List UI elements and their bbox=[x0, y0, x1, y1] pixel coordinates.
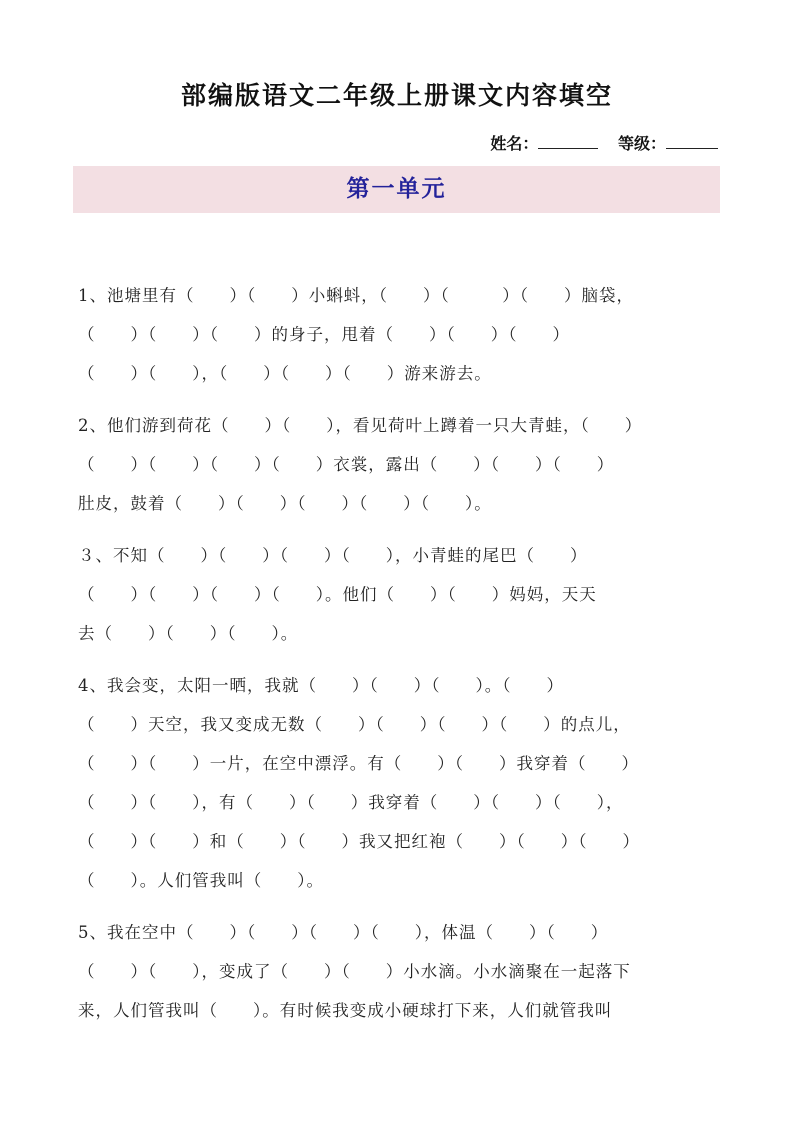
question-line: （ ）（ ），（ ）（ ）（ ）游来游去。 bbox=[78, 364, 492, 383]
question-line: （ ）（ ）（ ）（ ）。他们（ ）（ ）妈妈，天天 bbox=[78, 585, 597, 604]
question-line: （ ）（ ）一片，在空中漂浮。有（ ）（ ）我穿着（ ） bbox=[78, 754, 639, 773]
question-1 bbox=[78, 276, 738, 393]
section-title: 第一单元 bbox=[346, 176, 447, 202]
page-title: 部编版语文二年级上册课文内容填空 bbox=[180, 81, 613, 110]
grade-label: 等级： bbox=[617, 134, 666, 153]
name-label: 姓名： bbox=[490, 134, 539, 153]
grade-blank[interactable] bbox=[666, 134, 718, 149]
question-line: （ ）（ ），变成了（ ）（ ）小水滴。小水滴聚在一起落下 bbox=[78, 962, 631, 981]
question-line: 肚皮，鼓着（ ）（ ）（ ）（ ）（ ）。 bbox=[78, 494, 492, 513]
question-line: （ ）（ ）（ ）的身子，甩着（ ）（ ）（ ） bbox=[78, 325, 570, 344]
question-4 bbox=[78, 666, 738, 900]
question-list bbox=[78, 276, 738, 1030]
question-line: 1、池塘里有（ ）（ ）小蝌蚪，（ ）（ ）（ ）脑袋， bbox=[78, 286, 634, 305]
question-line: （ ）（ ）和（ ）（ ）我又把红袍（ ）（ ）（ ） bbox=[78, 832, 640, 851]
question-2 bbox=[78, 406, 738, 523]
question-line: 2、他们游到荷花（ ）（ ），看见荷叶上蹲着一只大青蛙，（ ） bbox=[78, 416, 643, 435]
question-3 bbox=[78, 536, 738, 653]
student-info bbox=[490, 131, 718, 154]
question-line: （ ）（ ）（ ）（ ）衣裳，露出（ ）（ ）（ ） bbox=[78, 455, 615, 474]
question-line: （ ）（ ），有（ ）（ ）我穿着（ ）（ ）（ ）， bbox=[78, 793, 624, 812]
question-line: 4、我会变，太阳一晒，我就（ ）（ ）（ ）。（ ） bbox=[78, 676, 564, 695]
question-line: 去（ ）（ ）（ ）。 bbox=[78, 624, 299, 643]
question-line: ３、不知（ ）（ ）（ ）（ ），小青蛙的尾巴（ ） bbox=[78, 546, 588, 565]
question-line: 5、我在空中（ ）（ ）（ ）（ ），体温（ ）（ ） bbox=[78, 923, 609, 942]
section-banner bbox=[73, 166, 720, 213]
question-line: （ ）。人们管我叫（ ）。 bbox=[78, 871, 324, 890]
name-blank[interactable] bbox=[538, 134, 598, 149]
question-5 bbox=[78, 913, 738, 1030]
question-line: （ ）天空，我又变成无数（ ）（ ）（ ）（ ）的点儿， bbox=[78, 715, 631, 734]
question-line: 来，人们管我叫（ ）。有时候我变成小硬球打下来，人们就管我叫 bbox=[78, 1001, 613, 1020]
